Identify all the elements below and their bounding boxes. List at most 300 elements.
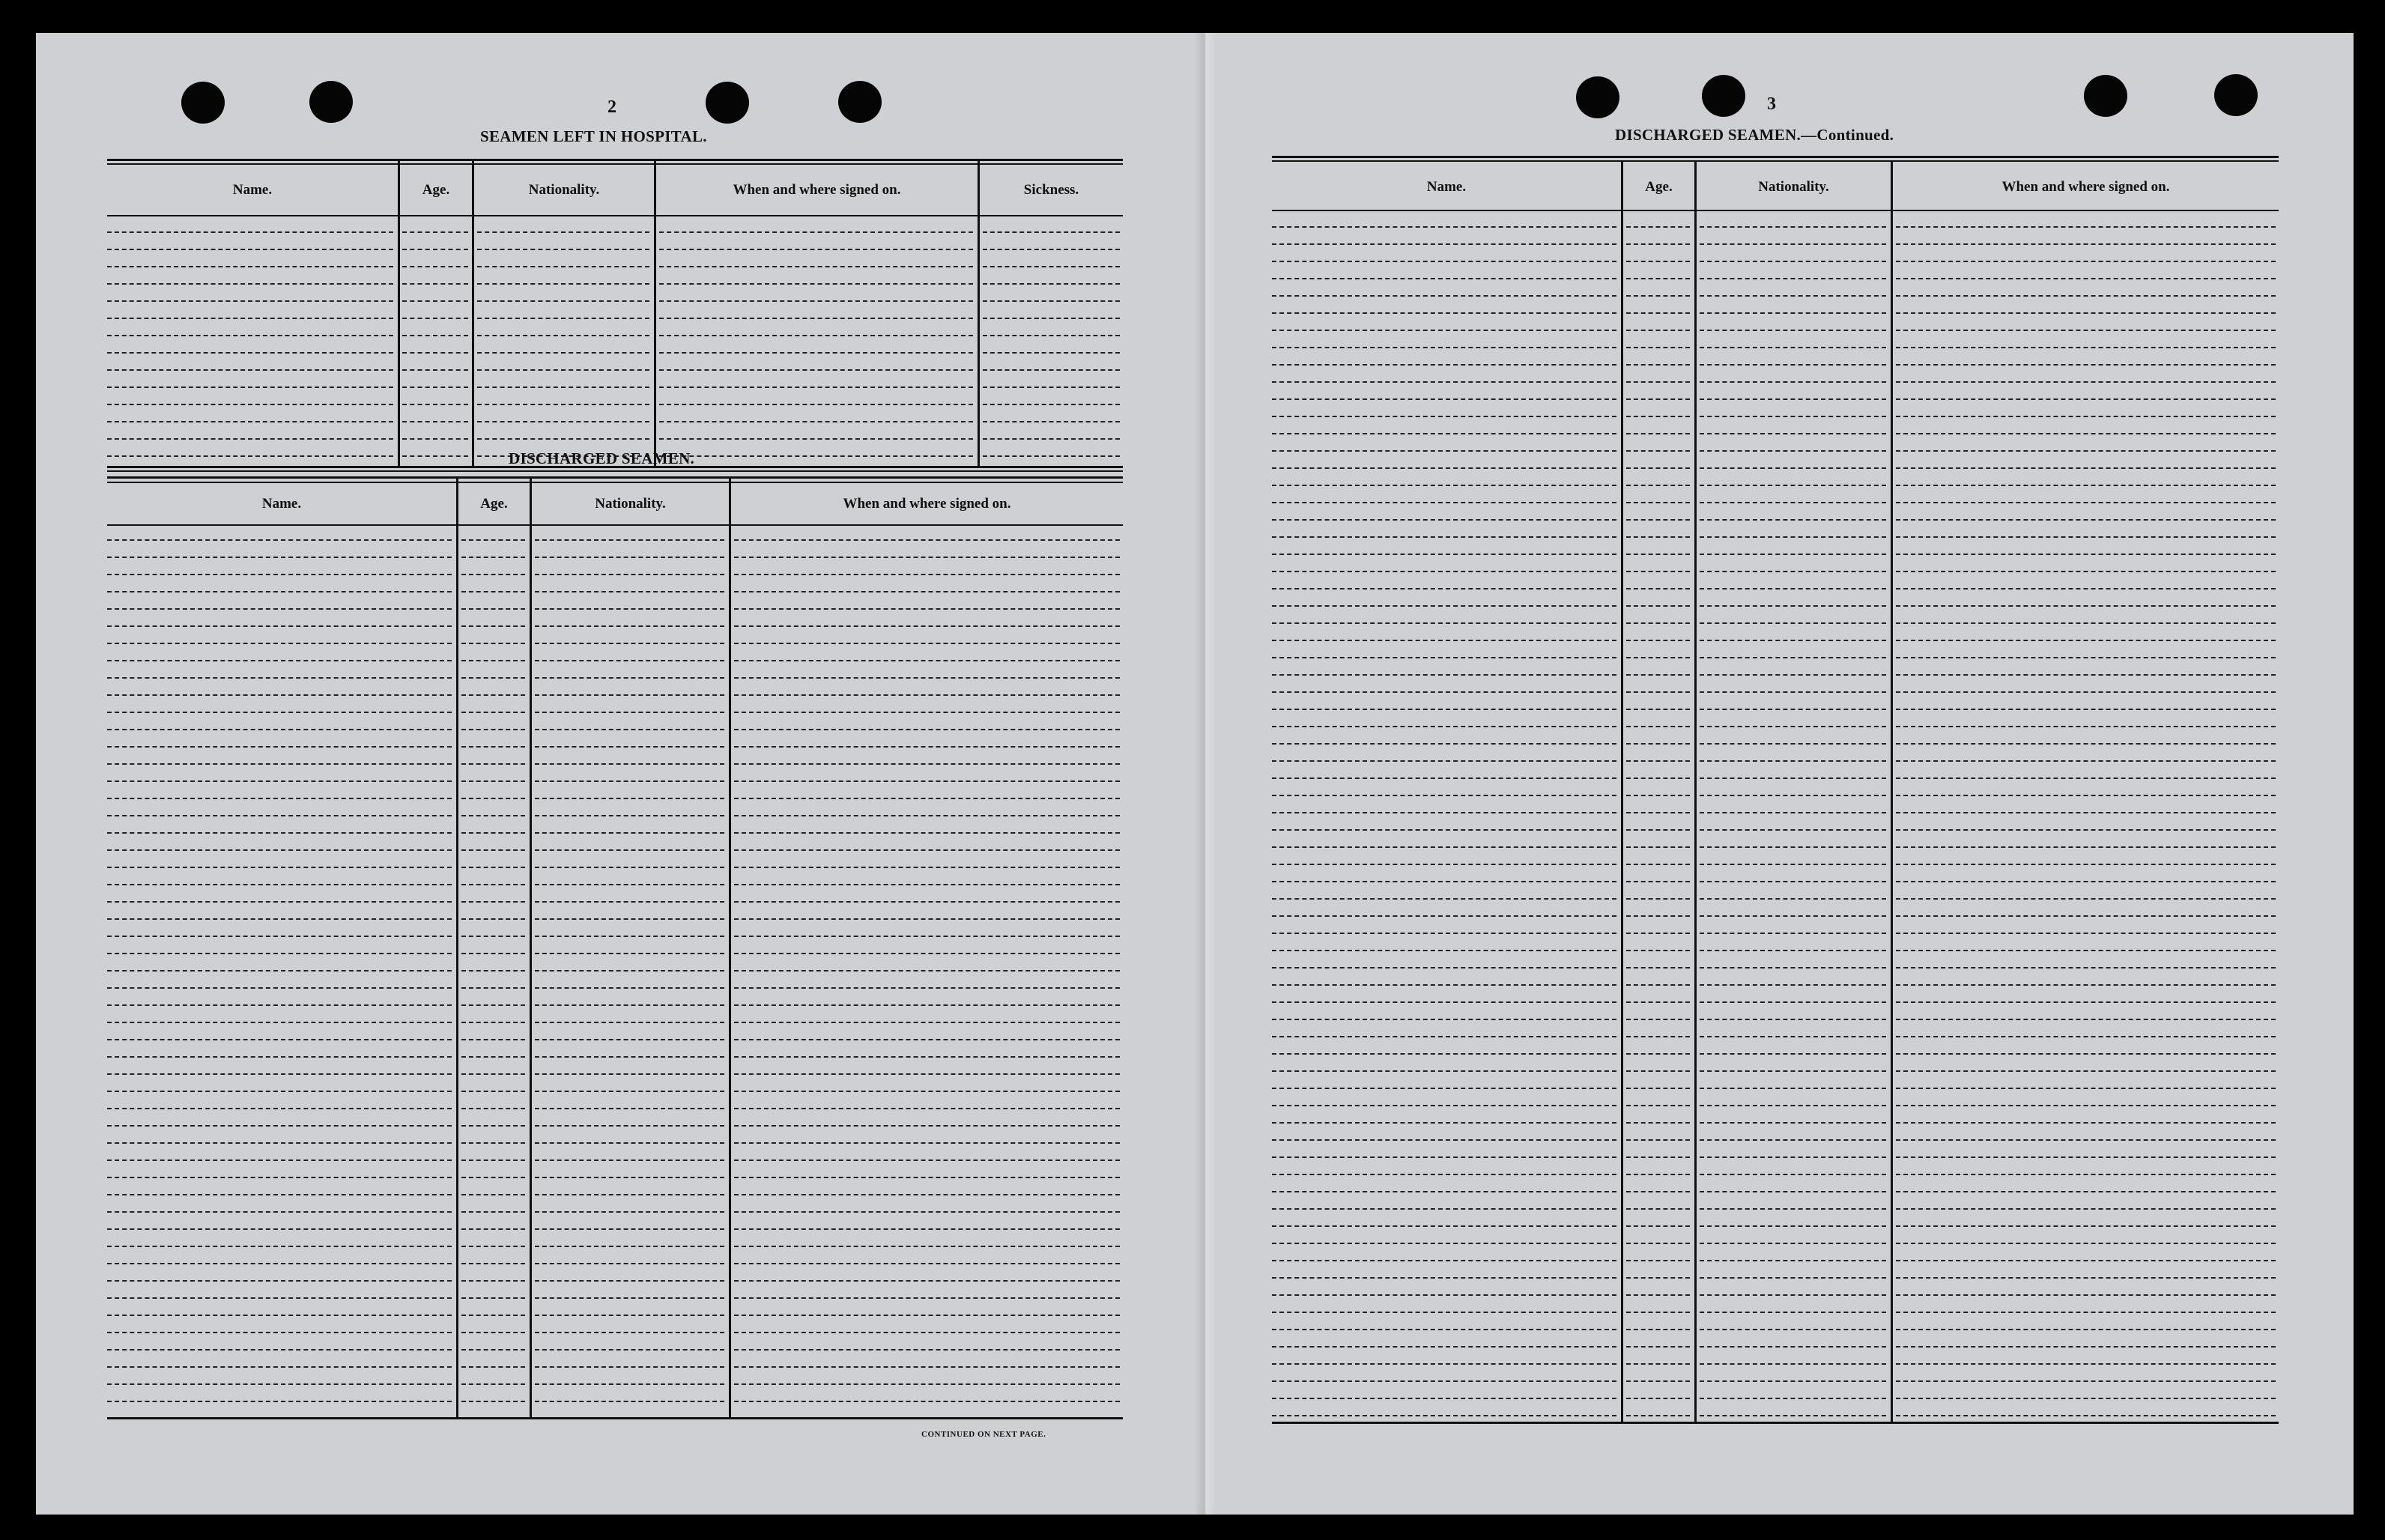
entry-line bbox=[477, 421, 649, 422]
entry-line bbox=[535, 1159, 724, 1161]
entry-line bbox=[461, 1073, 525, 1075]
entry-line bbox=[107, 318, 393, 319]
entry-line bbox=[535, 1091, 724, 1092]
entry-line bbox=[477, 266, 649, 267]
entry-line bbox=[477, 318, 649, 319]
entry-line bbox=[1700, 898, 1886, 900]
entry-line bbox=[734, 884, 1120, 885]
entry-line bbox=[1272, 347, 1616, 348]
entry-line bbox=[1700, 1277, 1886, 1279]
entry-line bbox=[1626, 984, 1690, 986]
entry-line bbox=[535, 798, 724, 799]
entry-line bbox=[1272, 1225, 1616, 1227]
page-number-left: 2 bbox=[607, 97, 616, 117]
entry-line bbox=[107, 815, 452, 816]
entry-line bbox=[1272, 1294, 1616, 1296]
entry-line bbox=[1700, 433, 1886, 434]
entry-line bbox=[461, 1125, 525, 1127]
entry-line bbox=[107, 455, 393, 457]
entry-line bbox=[659, 369, 973, 371]
entry-line bbox=[1896, 1312, 2276, 1313]
entry-line bbox=[1700, 1415, 1886, 1416]
entry-line bbox=[1700, 398, 1886, 400]
entry-line bbox=[734, 1125, 1120, 1127]
entry-line bbox=[1700, 1243, 1886, 1244]
entry-line bbox=[461, 591, 525, 592]
entry-line bbox=[1272, 278, 1616, 279]
entry-line bbox=[107, 1159, 452, 1161]
entry-line bbox=[1700, 226, 1886, 228]
entry-line bbox=[734, 1056, 1120, 1058]
entry-line bbox=[1700, 812, 1886, 813]
entry-line bbox=[1272, 1346, 1616, 1348]
entry-line bbox=[734, 1315, 1120, 1316]
entry-line bbox=[461, 867, 525, 868]
entry-line bbox=[1626, 1191, 1690, 1192]
entry-line bbox=[1272, 984, 1616, 986]
entry-line bbox=[1700, 864, 1886, 865]
entry-line bbox=[1896, 967, 2276, 968]
entry-line bbox=[1896, 1380, 2276, 1382]
entry-line bbox=[535, 1332, 724, 1333]
entry-line bbox=[659, 249, 973, 250]
entry-line bbox=[1896, 1329, 2276, 1330]
entry-line bbox=[107, 1194, 452, 1195]
entry-line bbox=[1700, 1346, 1886, 1348]
entry-line bbox=[983, 421, 1120, 422]
entry-line bbox=[1896, 519, 2276, 521]
entry-line bbox=[1272, 588, 1616, 589]
entry-line bbox=[535, 643, 724, 644]
entry-line bbox=[1700, 1398, 1886, 1399]
entry-line bbox=[1700, 657, 1886, 658]
entry-line bbox=[1896, 640, 2276, 641]
entry-line bbox=[1896, 536, 2276, 538]
entry-line bbox=[1700, 881, 1886, 882]
discharged-continued-title: DISCHARGED SEAMEN.—Continued. bbox=[1615, 126, 1894, 144]
entry-line bbox=[461, 712, 525, 713]
entry-line bbox=[461, 1228, 525, 1230]
entry-line bbox=[734, 712, 1120, 713]
entry-line bbox=[107, 574, 452, 575]
entry-line bbox=[107, 1401, 452, 1402]
entry-line bbox=[1272, 691, 1616, 693]
entry-line bbox=[107, 1297, 452, 1299]
entry-line bbox=[734, 763, 1120, 765]
entry-line bbox=[1626, 571, 1690, 572]
entry-line bbox=[461, 918, 525, 920]
entry-line bbox=[1896, 1191, 2276, 1192]
entry-line bbox=[659, 318, 973, 319]
entry-line bbox=[1272, 450, 1616, 452]
entry-line bbox=[1272, 1363, 1616, 1365]
entry-line bbox=[1896, 812, 2276, 813]
entry-line bbox=[1896, 554, 2276, 555]
entry-line bbox=[659, 421, 973, 422]
entry-line bbox=[107, 1177, 452, 1178]
entry-line bbox=[1700, 1019, 1886, 1020]
entry-line bbox=[1626, 640, 1690, 641]
entry-line bbox=[1896, 347, 2276, 348]
entry-line bbox=[983, 283, 1120, 285]
entry-line bbox=[1896, 295, 2276, 297]
entry-line bbox=[1896, 984, 2276, 986]
entry-line bbox=[402, 438, 468, 440]
entry-line bbox=[1896, 1346, 2276, 1348]
entry-line bbox=[402, 283, 468, 285]
entry-line bbox=[107, 1211, 452, 1213]
entry-line bbox=[461, 557, 525, 558]
entry-line bbox=[1626, 967, 1690, 968]
entry-line bbox=[1626, 261, 1690, 262]
entry-line bbox=[535, 1383, 724, 1385]
entry-line bbox=[461, 1366, 525, 1368]
entry-line bbox=[1626, 381, 1690, 383]
entry-line bbox=[402, 352, 468, 354]
entry-line bbox=[535, 1349, 724, 1350]
entry-line bbox=[535, 1022, 724, 1023]
col-nationality: Nationality. bbox=[528, 182, 600, 198]
entry-line bbox=[734, 1022, 1120, 1023]
entry-line bbox=[461, 1177, 525, 1178]
entry-line bbox=[477, 283, 649, 285]
entry-line bbox=[535, 574, 724, 575]
entry-line bbox=[1896, 588, 2276, 589]
entry-line bbox=[1626, 864, 1690, 865]
entry-line bbox=[1896, 691, 2276, 693]
entry-line bbox=[461, 643, 525, 644]
entry-line bbox=[477, 231, 649, 233]
entry-line bbox=[983, 404, 1120, 405]
entry-line bbox=[461, 1263, 525, 1264]
entry-line bbox=[1626, 226, 1690, 228]
entry-line bbox=[1272, 915, 1616, 917]
entry-line bbox=[461, 677, 525, 679]
entry-line bbox=[1272, 881, 1616, 882]
entry-line bbox=[1626, 726, 1690, 727]
entry-line bbox=[107, 1108, 452, 1109]
entry-line bbox=[402, 335, 468, 336]
entry-line bbox=[1700, 381, 1886, 383]
entry-line bbox=[107, 729, 452, 730]
entry-line bbox=[659, 266, 973, 267]
entry-line bbox=[1626, 1088, 1690, 1089]
entry-line bbox=[1896, 933, 2276, 934]
entry-line bbox=[461, 884, 525, 885]
entry-line bbox=[1700, 933, 1886, 934]
entry-line bbox=[461, 1022, 525, 1023]
entry-line bbox=[734, 798, 1120, 799]
entry-line bbox=[734, 557, 1120, 558]
entry-line bbox=[402, 404, 468, 405]
entry-line bbox=[402, 318, 468, 319]
entry-line bbox=[1896, 657, 2276, 658]
entry-line bbox=[734, 832, 1120, 834]
entry-line bbox=[535, 1211, 724, 1213]
entry-line bbox=[734, 1159, 1120, 1161]
col-name: Name. bbox=[261, 496, 302, 512]
entry-line bbox=[1272, 864, 1616, 865]
entry-line bbox=[734, 729, 1120, 730]
entry-line bbox=[107, 266, 393, 267]
entry-line bbox=[402, 231, 468, 233]
entry-line bbox=[734, 780, 1120, 782]
entry-line bbox=[535, 1108, 724, 1109]
entry-line bbox=[1700, 450, 1886, 452]
entry-line bbox=[1896, 1070, 2276, 1072]
entry-line bbox=[1626, 1225, 1690, 1227]
entry-line bbox=[734, 1142, 1120, 1144]
entry-line bbox=[535, 1297, 724, 1299]
punch-hole bbox=[1576, 76, 1619, 118]
entry-line bbox=[1700, 795, 1886, 796]
entry-line bbox=[734, 574, 1120, 575]
entry-line bbox=[734, 918, 1120, 920]
entry-line bbox=[983, 335, 1120, 336]
entry-line bbox=[1626, 812, 1690, 813]
entry-line bbox=[535, 1073, 724, 1075]
entry-line bbox=[1626, 1380, 1690, 1382]
entry-line bbox=[1896, 622, 2276, 624]
entry-line bbox=[461, 1349, 525, 1350]
entry-line bbox=[107, 849, 452, 851]
entry-line bbox=[107, 867, 452, 868]
entry-line bbox=[734, 694, 1120, 696]
entry-line bbox=[107, 386, 393, 388]
entry-line bbox=[1272, 933, 1616, 934]
punch-hole bbox=[1702, 75, 1745, 117]
entry-line bbox=[107, 677, 452, 679]
entry-line bbox=[734, 953, 1120, 954]
entry-line bbox=[659, 455, 973, 457]
entry-line bbox=[461, 1211, 525, 1213]
entry-line bbox=[461, 1315, 525, 1316]
entry-line bbox=[1626, 622, 1690, 624]
entry-line bbox=[734, 1228, 1120, 1230]
entry-line bbox=[1272, 1174, 1616, 1175]
entry-line bbox=[1272, 1036, 1616, 1037]
entry-line bbox=[402, 455, 468, 457]
entry-line bbox=[477, 249, 649, 250]
entry-line bbox=[1626, 674, 1690, 676]
entry-line bbox=[734, 970, 1120, 971]
entry-line bbox=[1700, 622, 1886, 624]
entry-line bbox=[1272, 777, 1616, 779]
entry-line bbox=[535, 1315, 724, 1316]
col-name: Name. bbox=[232, 182, 273, 198]
entry-line bbox=[107, 660, 452, 661]
entry-line bbox=[1700, 467, 1886, 469]
entry-line bbox=[1700, 1070, 1886, 1072]
entry-line bbox=[1896, 243, 2276, 245]
entry-line bbox=[402, 249, 468, 250]
entry-line bbox=[983, 369, 1120, 371]
entry-line bbox=[1700, 846, 1886, 848]
entry-line bbox=[1626, 933, 1690, 934]
discharged-continued-table bbox=[1272, 156, 2279, 1459]
entry-line bbox=[734, 643, 1120, 644]
entry-line bbox=[461, 1091, 525, 1092]
entry-line bbox=[1626, 829, 1690, 831]
entry-line bbox=[734, 1401, 1120, 1402]
entry-line bbox=[107, 884, 452, 885]
entry-line bbox=[535, 987, 724, 989]
entry-line bbox=[734, 1332, 1120, 1333]
entry-line bbox=[461, 953, 525, 954]
entry-line bbox=[107, 625, 452, 627]
hospital-section-title: SEAMEN LEFT IN HOSPITAL. bbox=[480, 127, 707, 145]
entry-line bbox=[461, 849, 525, 851]
entry-line bbox=[1272, 1191, 1616, 1192]
entry-line bbox=[1700, 726, 1886, 727]
entry-line bbox=[1626, 1053, 1690, 1055]
entry-line bbox=[1700, 1363, 1886, 1365]
entry-line bbox=[1272, 674, 1616, 676]
entry-line bbox=[461, 815, 525, 816]
entry-line bbox=[1272, 950, 1616, 951]
entry-line bbox=[1626, 519, 1690, 521]
entry-line bbox=[1700, 760, 1886, 762]
entry-line bbox=[1272, 1122, 1616, 1124]
entry-line bbox=[1272, 1243, 1616, 1244]
entry-line bbox=[535, 591, 724, 592]
entry-line bbox=[1272, 1088, 1616, 1089]
entry-line bbox=[1700, 416, 1886, 417]
entry-line bbox=[1896, 950, 2276, 951]
entry-line bbox=[461, 539, 525, 541]
entry-line bbox=[1700, 485, 1886, 486]
col-name: Name. bbox=[1426, 179, 1467, 195]
entry-line bbox=[1896, 915, 2276, 917]
punch-hole bbox=[838, 81, 882, 123]
entry-line bbox=[477, 335, 649, 336]
entry-line bbox=[1626, 416, 1690, 417]
entry-line bbox=[535, 1004, 724, 1006]
entry-line bbox=[1272, 846, 1616, 848]
entry-line bbox=[1626, 1363, 1690, 1365]
entry-line bbox=[1896, 795, 2276, 796]
entry-line bbox=[1626, 743, 1690, 745]
entry-line bbox=[107, 1228, 452, 1230]
col-nationality: Nationality. bbox=[595, 496, 666, 512]
entry-line bbox=[1626, 312, 1690, 314]
entry-line bbox=[107, 1022, 452, 1023]
entry-line bbox=[1700, 984, 1886, 986]
entry-line bbox=[1626, 1139, 1690, 1141]
entry-line bbox=[535, 1125, 724, 1127]
entry-line bbox=[535, 1228, 724, 1230]
entry-line bbox=[107, 591, 452, 592]
entry-line bbox=[1626, 502, 1690, 503]
entry-line bbox=[983, 249, 1120, 250]
entry-line bbox=[535, 677, 724, 679]
entry-line bbox=[734, 1246, 1120, 1247]
entry-line bbox=[1626, 243, 1690, 245]
entry-line bbox=[1896, 1139, 2276, 1141]
entry-line bbox=[1700, 967, 1886, 968]
entry-line bbox=[1896, 485, 2276, 486]
entry-line bbox=[1896, 864, 2276, 865]
entry-line bbox=[107, 901, 452, 903]
entry-line bbox=[461, 574, 525, 575]
entry-line bbox=[535, 970, 724, 971]
entry-line bbox=[1896, 1122, 2276, 1124]
entry-line bbox=[1626, 347, 1690, 348]
entry-line bbox=[1272, 1070, 1616, 1072]
entry-line bbox=[1700, 1260, 1886, 1261]
entry-line bbox=[734, 1211, 1120, 1213]
entry-line bbox=[983, 231, 1120, 233]
entry-line bbox=[107, 300, 393, 302]
entry-line bbox=[107, 369, 393, 371]
entry-line bbox=[1896, 1415, 2276, 1416]
entry-line bbox=[1700, 330, 1886, 331]
entry-line bbox=[734, 987, 1120, 989]
entry-line bbox=[107, 1315, 452, 1316]
entry-line bbox=[107, 953, 452, 954]
entry-line bbox=[1700, 1156, 1886, 1158]
entry-line bbox=[1626, 1294, 1690, 1296]
entry-line bbox=[461, 1280, 525, 1282]
entry-line bbox=[402, 266, 468, 267]
entry-line bbox=[402, 386, 468, 388]
entry-line bbox=[535, 746, 724, 748]
entry-line bbox=[535, 763, 724, 765]
entry-line bbox=[734, 1004, 1120, 1006]
entry-line bbox=[461, 1004, 525, 1006]
entry-line bbox=[1700, 1088, 1886, 1089]
entry-line bbox=[1626, 846, 1690, 848]
entry-line bbox=[1700, 1208, 1886, 1210]
entry-line bbox=[1272, 536, 1616, 538]
entry-line bbox=[1896, 709, 2276, 710]
entry-line bbox=[1272, 1053, 1616, 1055]
entry-line bbox=[461, 660, 525, 661]
entry-line bbox=[1896, 726, 2276, 727]
entry-line bbox=[1896, 364, 2276, 366]
entry-line bbox=[659, 231, 973, 233]
entry-line bbox=[535, 729, 724, 730]
entry-line bbox=[1626, 1312, 1690, 1313]
col-when-where: When and where signed on. bbox=[733, 182, 901, 198]
entry-line bbox=[1896, 261, 2276, 262]
entry-line bbox=[535, 884, 724, 885]
entry-line bbox=[1272, 1139, 1616, 1141]
entry-line bbox=[461, 1194, 525, 1195]
entry-line bbox=[461, 608, 525, 610]
entry-line bbox=[1626, 1122, 1690, 1124]
entry-line bbox=[734, 591, 1120, 592]
entry-line bbox=[1626, 915, 1690, 917]
entry-line bbox=[1272, 433, 1616, 434]
entry-line bbox=[1272, 657, 1616, 658]
entry-line bbox=[734, 849, 1120, 851]
entry-line bbox=[107, 404, 393, 405]
entry-line bbox=[1700, 571, 1886, 572]
entry-line bbox=[1700, 554, 1886, 555]
entry-line bbox=[1896, 226, 2276, 228]
entry-line bbox=[107, 557, 452, 558]
entry-line bbox=[535, 832, 724, 834]
entry-line bbox=[535, 1177, 724, 1178]
col-nationality: Nationality. bbox=[1758, 179, 1829, 195]
entry-line bbox=[1272, 1260, 1616, 1261]
entry-line bbox=[535, 918, 724, 920]
discharged-section-title: DISCHARGED SEAMEN. bbox=[509, 449, 695, 467]
entry-line bbox=[1896, 398, 2276, 400]
entry-line bbox=[659, 386, 973, 388]
entry-line bbox=[983, 386, 1120, 388]
